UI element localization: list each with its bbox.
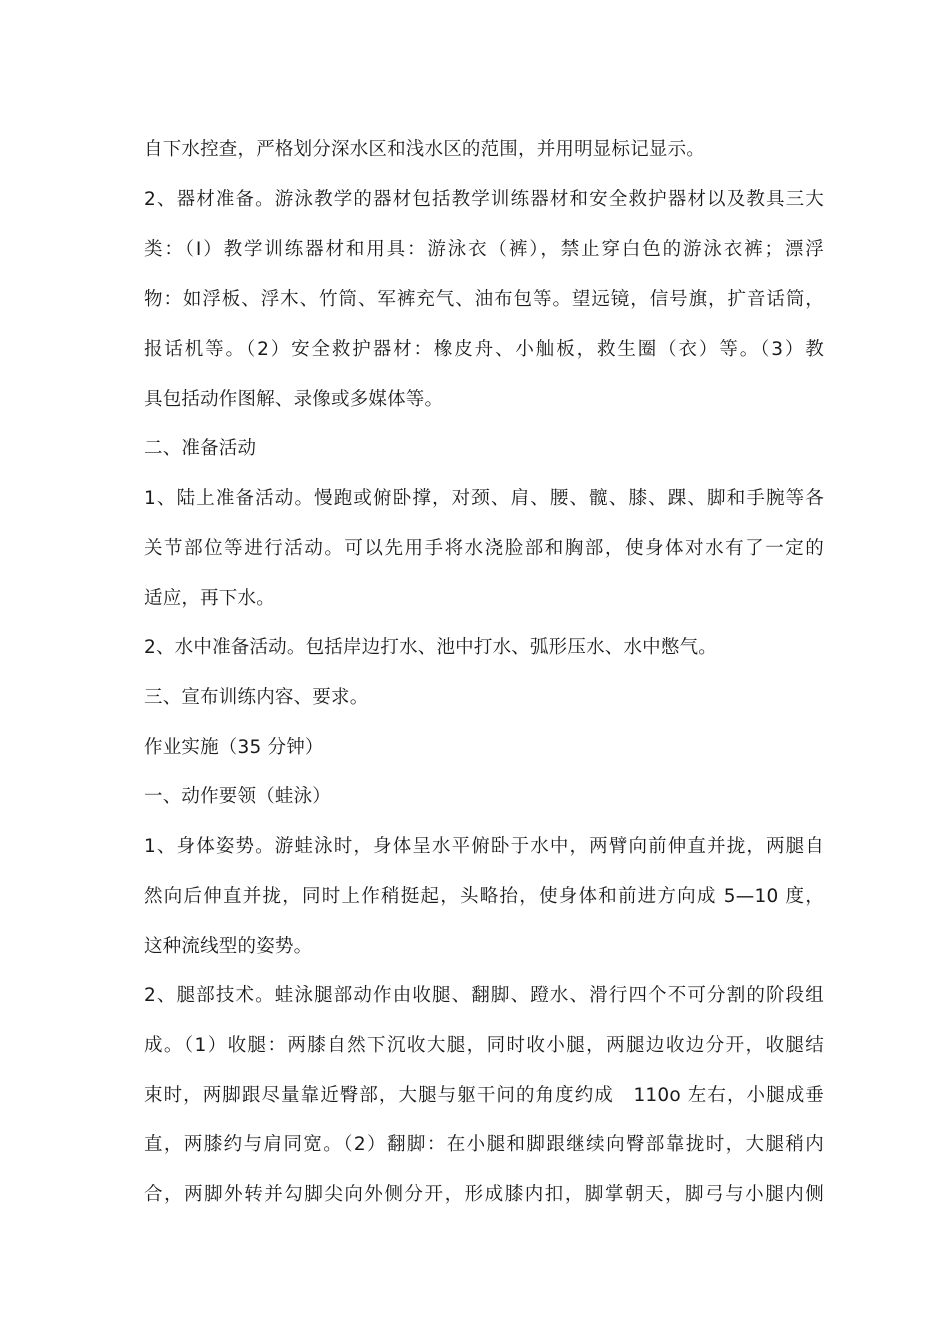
text-line: 具包括动作图解、录像或多媒体等。 <box>144 389 444 410</box>
text-line: 报话机等。（2）安全救护器材：橡皮舟、小舢板，救生圈（衣）等。（3）教 <box>144 339 824 360</box>
text-line: 合，两脚外转并勾脚尖向外侧分开，形成膝内扣，脚掌朝天，脚弓与小腿内侧 <box>144 1184 824 1205</box>
text-line: 束时，两脚跟尽量靠近臀部，大腿与躯干问的角度约成 110o 左右，小腿成垂 <box>144 1085 824 1106</box>
text-line: 成。（1）收腿：两膝自然下沉收大腿，同时收小腿，两腿边收边分开，收腿结 <box>144 1035 824 1056</box>
text-line: 自下水控查，严格划分深水区和浅水区的范围，并用明显标记显示。 <box>144 139 706 160</box>
text-line: 2、水中准备活动。包括岸边打水、池中打水、弧形压水、水中憋气。 <box>144 637 717 658</box>
text-line: 这种流线型的姿势。 <box>144 936 313 957</box>
text-line: 关节部位等进行活动。可以先用手将水浇脸部和胸部，使身体对水有了一定的 <box>144 538 824 559</box>
text-line: 直，两膝约与肩同宽。（2）翻脚：在小腿和脚跟继续向臀部靠拢时，大腿稍内 <box>144 1134 824 1155</box>
text-line: 1、陆上准备活动。慢跑或俯卧撑，对颈、肩、腰、髋、膝、踝、脚和手腕等各 <box>144 488 824 509</box>
text-line: 然向后伸直并拢，同时上作稍挺起，头略抬，使身体和前进方向成 5—10 度， <box>144 886 824 907</box>
section-heading: 二、准备活动 <box>144 438 257 459</box>
section-heading: 一、动作要领（蛙泳） <box>144 786 332 807</box>
section-heading: 作业实施（35 分钟） <box>144 737 324 758</box>
text-line: 2、器材准备。游泳教学的器材包括教学训练器材和安全救护器材以及教具三大 <box>144 189 824 210</box>
section-heading: 三、宣布训练内容、要求。 <box>144 687 369 708</box>
text-line: 物：如浮板、浮木、竹筒、军裤充气、油布包等。望远镜，信号旗，扩音话筒， <box>144 289 824 310</box>
text-line: 2、腿部技术。蛙泳腿部动作由收腿、翻脚、蹬水、滑行四个不可分割的阶段组 <box>144 985 824 1006</box>
text-line: 类：（I）教学训练器材和用具：游泳衣（裤），禁止穿白色的游泳衣裤；漂浮 <box>144 239 824 260</box>
text-line: 适应，再下水。 <box>144 588 275 609</box>
text-line: 1、身体姿势。游蛙泳时，身体呈水平俯卧于水中，两臂向前伸直并拢，两腿自 <box>144 836 824 857</box>
